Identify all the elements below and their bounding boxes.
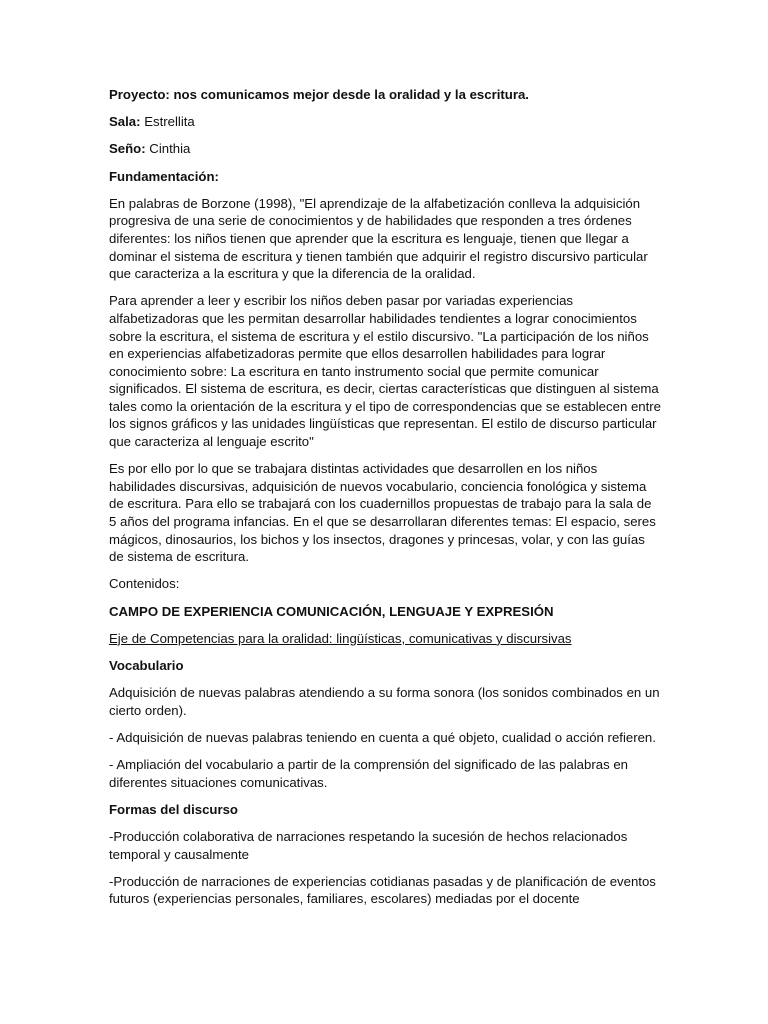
eje-heading: Eje de Competencias para la oralidad: lingüísticas, comunicativas y discursivas [109,630,572,646]
project-title: Proyecto: nos comunicamos mejor desde la oralidad y la escritura. [109,87,529,102]
vocabulario-item: - Ampliación del vocabulario a partir de la comprensión del significado de las palabras en diferentes situaciones comunicativas. [109,757,629,790]
sala-label: Sala: [109,114,141,130]
campo-heading: CAMPO DE EXPERIENCIA COMUNICACIÓN, LENGUAJE Y EXPRESIÓN [109,603,554,619]
vocabulario-item: Adquisición de nuevas palabras atendiendo a su forma sonora (los sonidos combinados en un cierto orden). [109,685,660,718]
sala-value: Estrellita [140,114,195,130]
formas-item: -Producción de narraciones de experiencias cotidianas pasadas y de planificación de eventos futuros (experiencias personales, familiares, escolares) mediadas por el docente [109,873,656,907]
document-page [109,86,661,918]
fundamentacion-paragraph-1: En palabras de Borzone (1998), "El aprendizaje de la alfabetización conlleva la adquisición progresiva de una serie de conocimientos y de habilidades que responden a tres órdenes diferentes: los niños tienen que aprender que la escritura es lenguaje, tienen que llegar a dominar el sistema de escritura y tienen también que adquirir el registro discursivo particular que caracteriza a la escritura y que la diferencia de la oralidad. [109,195,648,282]
sala-line [109,113,661,131]
vocabulario-item: - Adquisición de nuevas palabras teniendo en cuenta a qué objeto, cualidad o acción refieren. [109,729,656,745]
fundamentacion-paragraph-2: Para aprender a leer y escribir los niños deben pasar por variadas experiencias alfabetizadoras que les permitan desarrollar habilidades tendientes a lograr conocimientos sobre la escritura, el sistema de escritura y el estilo discursivo. "La participación de los niños en experiencias alfabetizadoras permite que ellos desarrollen habilidades para lograr conocimiento sobre: La escritura en tanto instrumento social que permite comunicar significados. El sistema de escritura, es decir, ciertas características que distinguen al sistema tales como la orientación de la escritura y el tipo de correspondencias que se establecen entre los signos gráficos y las unidades lingüísticas que representan. El estilo de discurso particular que caracteriza al lenguaje escrito" [109,293,662,450]
seno-line [109,140,661,158]
vocabulario-heading: Vocabulario [109,657,184,673]
seno-value: Cinthia [145,141,191,157]
formas-item: -Producción colaborativa de narraciones respetando la sucesión de hechos relacionados temporal y causalmente [109,829,628,862]
seno-label: Seño: [109,141,146,157]
formas-heading: Formas del discurso [109,801,238,817]
contenidos-label: Contenidos: [109,576,180,592]
fundamentacion-paragraph-3: Es por ello por lo que se trabajara distintas actividades que desarrollen en los niños habilidades discursivas, adquisición de nuevos vocabulario, conciencia fonológica y sistema de escritura. Para ello se trabajará con los cuadernillos propuestas de trabajo para la sala de 5 años del programa infancias. En el que se desarrollaran diferentes temas: El espacio, seres mágicos, dinosaurios, los bichos y los insectos, dragones y princesas, volar, y con las guías de sistema de escritura. [109,461,656,565]
fundamentacion-heading: Fundamentación: [109,168,219,184]
